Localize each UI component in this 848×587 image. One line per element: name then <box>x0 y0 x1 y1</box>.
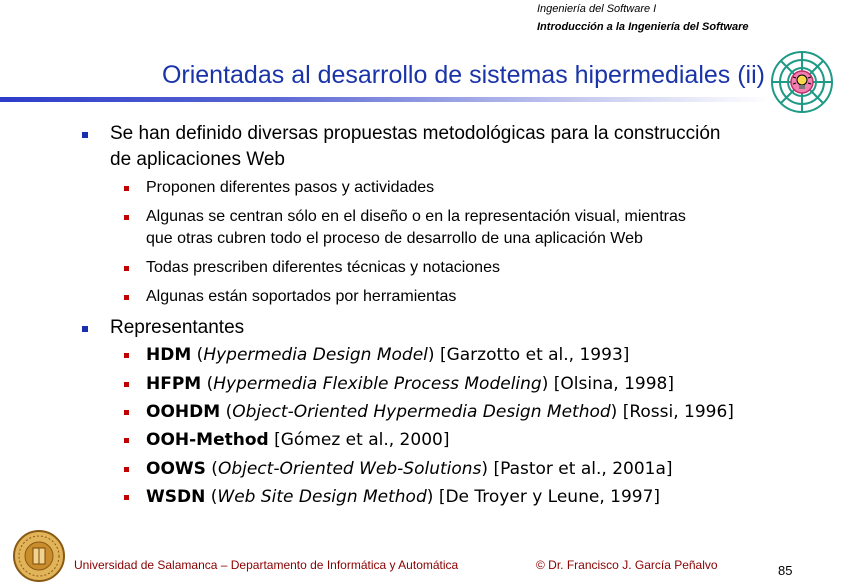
slide-title: Orientadas al desarrollo de sistemas hipermediales (ii) <box>161 61 765 89</box>
page-number: 85 <box>778 563 793 578</box>
bullet-icon <box>82 326 88 332</box>
bullet-icon <box>124 495 129 500</box>
method-reference: [Pastor et al., 2001a] <box>493 459 673 479</box>
list-item: Algunas se centran sólo en el diseño o en la representación visual, mientras que otras cubren todo el proceso de desarrollo de una aplicación Web <box>146 206 686 250</box>
method-reference: [Olsina, 1998] <box>553 374 674 394</box>
bullet-icon <box>124 353 129 358</box>
method-name: WSDN <box>146 487 206 507</box>
method-fullname: Web Site Design Method <box>217 487 427 507</box>
method-fullname: Hypermedia Design Model <box>203 345 428 365</box>
method-name: OOH-Method <box>146 430 269 450</box>
methodology-item: WSDN (Web Site Design Method) [De Troyer y Leune, 1997] <box>146 486 660 508</box>
list-item: Se han definido diversas propuestas metodológicas para la construcción de aplicaciones Web <box>110 121 720 173</box>
bullet-icon <box>124 410 129 415</box>
subject-header: Introducción a la Ingeniería del Software <box>537 21 749 33</box>
methodology-item: HDM (Hypermedia Design Model) [Garzotto et al., 1993] <box>146 344 629 366</box>
bullet-icon <box>124 186 129 191</box>
method-name: HFPM <box>146 374 202 394</box>
methodology-item: HFPM (Hypermedia Flexible Process Modeling) [Olsina, 1998] <box>146 373 674 395</box>
course-header: Ingeniería del Software I <box>537 3 657 15</box>
bullet-icon <box>82 132 88 138</box>
method-name: OOHDM <box>146 402 221 422</box>
bullet-icon <box>124 382 129 387</box>
method-fullname: Object-Oriented Hypermedia Design Method <box>232 402 611 422</box>
footer-institution: Universidad de Salamanca – Departamento de Informática y Automática <box>74 558 459 572</box>
methodology-item <box>146 429 449 451</box>
list-item: Algunas están soportados por herramientas <box>146 286 456 308</box>
list-item: Representantes <box>110 315 244 341</box>
methodology-item: OOWS (Object-Oriented Web-Solutions) [Pastor et al., 2001a] <box>146 458 673 480</box>
spider-web-logo-icon <box>771 51 833 113</box>
bullet-icon <box>124 215 129 220</box>
university-seal-icon <box>13 530 65 582</box>
list-item: Todas prescriben diferentes técnicas y notaciones <box>146 257 500 279</box>
method-reference: [Garzotto et al., 1993] <box>439 345 630 365</box>
title-divider <box>0 97 770 102</box>
bullet-icon <box>124 266 129 271</box>
method-fullname: Object-Oriented Web-Solutions <box>217 459 482 479</box>
method-reference: [Gómez et al., 2000] <box>274 430 450 450</box>
method-reference: [De Troyer y Leune, 1997] <box>438 487 661 507</box>
bullet-icon <box>124 467 129 472</box>
method-fullname: Hypermedia Flexible Process Modeling <box>213 374 542 394</box>
bullet-icon <box>124 295 129 300</box>
method-reference: [Rossi, 1996] <box>622 402 734 422</box>
list-item: Proponen diferentes pasos y actividades <box>146 177 434 199</box>
bullet-icon <box>124 438 129 443</box>
method-name: OOWS <box>146 459 206 479</box>
method-name: HDM <box>146 345 192 365</box>
footer-copyright: © Dr. Francisco J. García Peñalvo <box>536 558 718 572</box>
methodology-item: OOHDM (Object-Oriented Hypermedia Design Method) [Rossi, 1996] <box>146 401 734 423</box>
